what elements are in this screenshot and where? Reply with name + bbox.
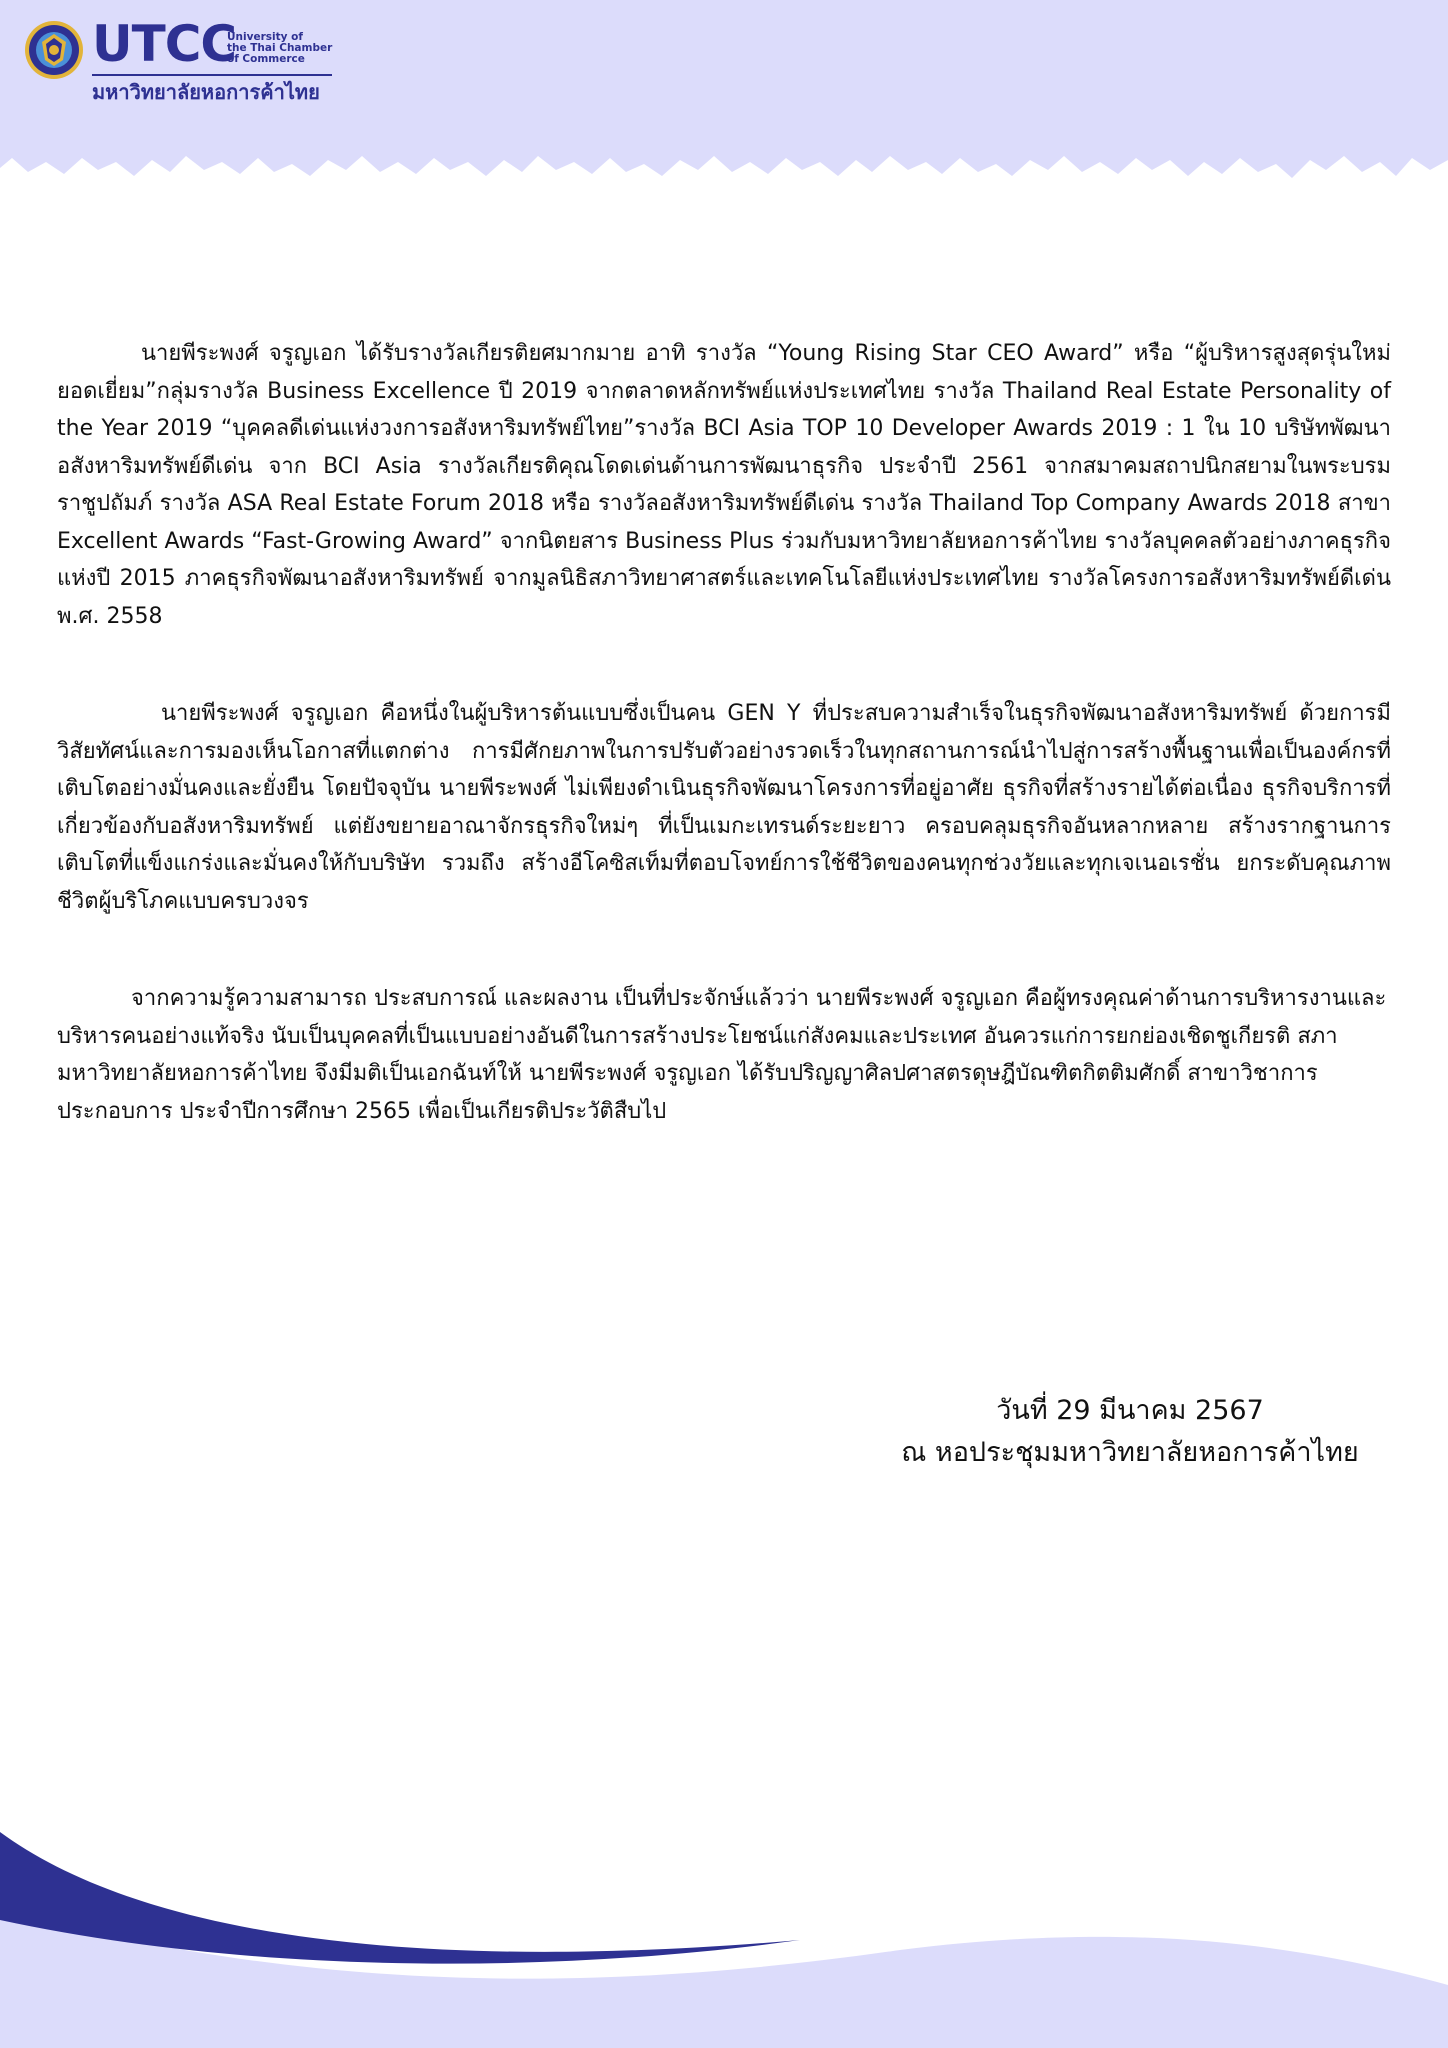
signoff-block xyxy=(880,1390,1380,1474)
paragraph-profile: นายพีระพงศ์ จรูญเอก คือหนึ่งในผู้บริหารต้นแบบซึ่งเป็นคน GEN Y ที่ประสบความสำเร็จในธุรกิจพัฒนาอสังหาริมทรัพย์ ด้วยการมีวิสัยทัศน์และการมองเห็นโอกาสที่แตกต่าง การมีศักยภาพในการปรับตัวอย่างรวดเร็วในทุกสถานการณ์นำไปสู่การสร้างพื้นฐานเพื่อเป็นองค์กรที่เติบโตอย่างมั่นคงและยั่งยืน โดยปัจจุบัน นายพีระพงศ์ ไม่เพียงดำเนินธุรกิจพัฒนาโครงการที่อยู่อาศัย ธุรกิจที่สร้างรายได้ต่อเนื่อง ธุรกิจบริการที่เกี่ยวข้องกับอสังหาริมทรัพย์ แต่ยังขยายอาณาจักรธุรกิจใหม่ๆ ที่เป็นเมกะเทรนด์ระยะยาว ครอบคลุมธุรกิจอันหลากหลาย สร้างรากฐานการเติบโตที่แข็งแกร่งและมั่นคงให้กับบริษัท รวมถึง สร้างอีโคซิสเท็มที่ตอบโจทย์การใช้ชีวิตของคนทุกช่วงวัยและทุกเจเนอเรชั่น ยกระดับคุณภาพชีวิตผู้บริโภคแบบครบวงจร xyxy=(57,701,1391,914)
logo-english-name xyxy=(227,32,337,65)
logo-thai-name: มหาวิทยาลัยหอการค้าไทย xyxy=(92,80,320,104)
paragraph-conferral: จากความรู้ความสามารถ ประสบการณ์ และผลงาน เป็นที่ประจักษ์แล้วว่า นายพีระพงศ์ จรูญเอก คือผู้ทรงคุณค่าด้านการบริหารงานและบริหารคนอย่างแท้จริง นับเป็นบุคคลที่เป็นแบบอย่างอันดีในการสร้างประโยชน์แก่สังคมและประเทศ อันควรแก่การยกย่องเชิดชูเกียรติ สภามหาวิทยาลัยหอการค้าไทย จึงมีมติเป็นเอกฉันท์ให้ นายพีระพงศ์ จรูญเอก ได้รับปริญญาศิลปศาสตรดุษฎีบัณฑิตกิตติมศักดิ์ สาขาวิชาการประกอบการ ประจำปีการศึกษา 2565 เพื่อเป็นเกียรติประวัติสืบไป xyxy=(57,986,1387,1124)
utcc-logo[interactable] xyxy=(24,15,334,108)
logo-english-line: of Commerce xyxy=(227,53,305,65)
university-emblem-icon xyxy=(24,20,84,80)
footer-wave xyxy=(0,1800,1448,2048)
signoff-date: วันที่ 29 มีนาคม 2567 xyxy=(996,1395,1264,1426)
citation-body xyxy=(57,335,1391,1130)
paragraph-awards: นายพีระพงศ์ จรูญเอก ได้รับรางวัลเกียรติยศมากมาย อาทิ รางวัล “Young Rising Star CEO Award” หรือ “ผู้บริหารสูงสุดรุ่นใหม่ยอดเยี่ยม”กลุ่มรางวัล Business Excellence ปี 2019 จากตลาดหลักทรัพย์แห่งประเทศไทย รางวัล Thailand Real Estate Personality of the Year 2019 “บุคคลดีเด่นแห่งวงการอสังหาริมทรัพย์ไทย”รางวัล BCI Asia TOP 10 Developer Awards 2019 : 1 ใน 10 บริษัทพัฒนาอสังหาริมทรัพย์ดีเด่น จาก BCI Asia รางวัลเกียรติคุณโดดเด่นด้านการพัฒนาธุรกิจ ประจำปี 2561 จากสมาคมสถาปนิกสยามในพระบรมราชูปถัมภ์ รางวัล ASA Real Estate Forum 2018 หรือ รางวัลอสังหาริมทรัพย์ดีเด่น รางวัล Thailand Top Company Awards 2018 สาขา Excellent Awards “Fast-Growing Award” จากนิตยสาร Business Plus ร่วมกับมหาวิทยาลัยหอการค้าไทย รางวัลบุคคลตัวอย่างภาคธุรกิจแห่งปี 2015 ภาคธุรกิจพัฒนาอสังหาริมทรัพย์ จากมูลนิธิสภาวิทยาศาสตร์และเทคโนโลยีแห่งประเทศไทย รางวัลโครงการอสังหาริมทรัพย์ดีเด่น พ.ศ. 2558 xyxy=(57,341,1391,629)
logo-english-line: the Thai Chamber xyxy=(227,42,333,54)
logo-divider xyxy=(92,74,332,76)
logo-wordmark: UTCC xyxy=(92,15,237,73)
signoff-place: ณ หอประชุมมหาวิทยาลัยหอการค้าไทย xyxy=(901,1437,1359,1468)
logo-english-line: University of xyxy=(227,31,303,43)
